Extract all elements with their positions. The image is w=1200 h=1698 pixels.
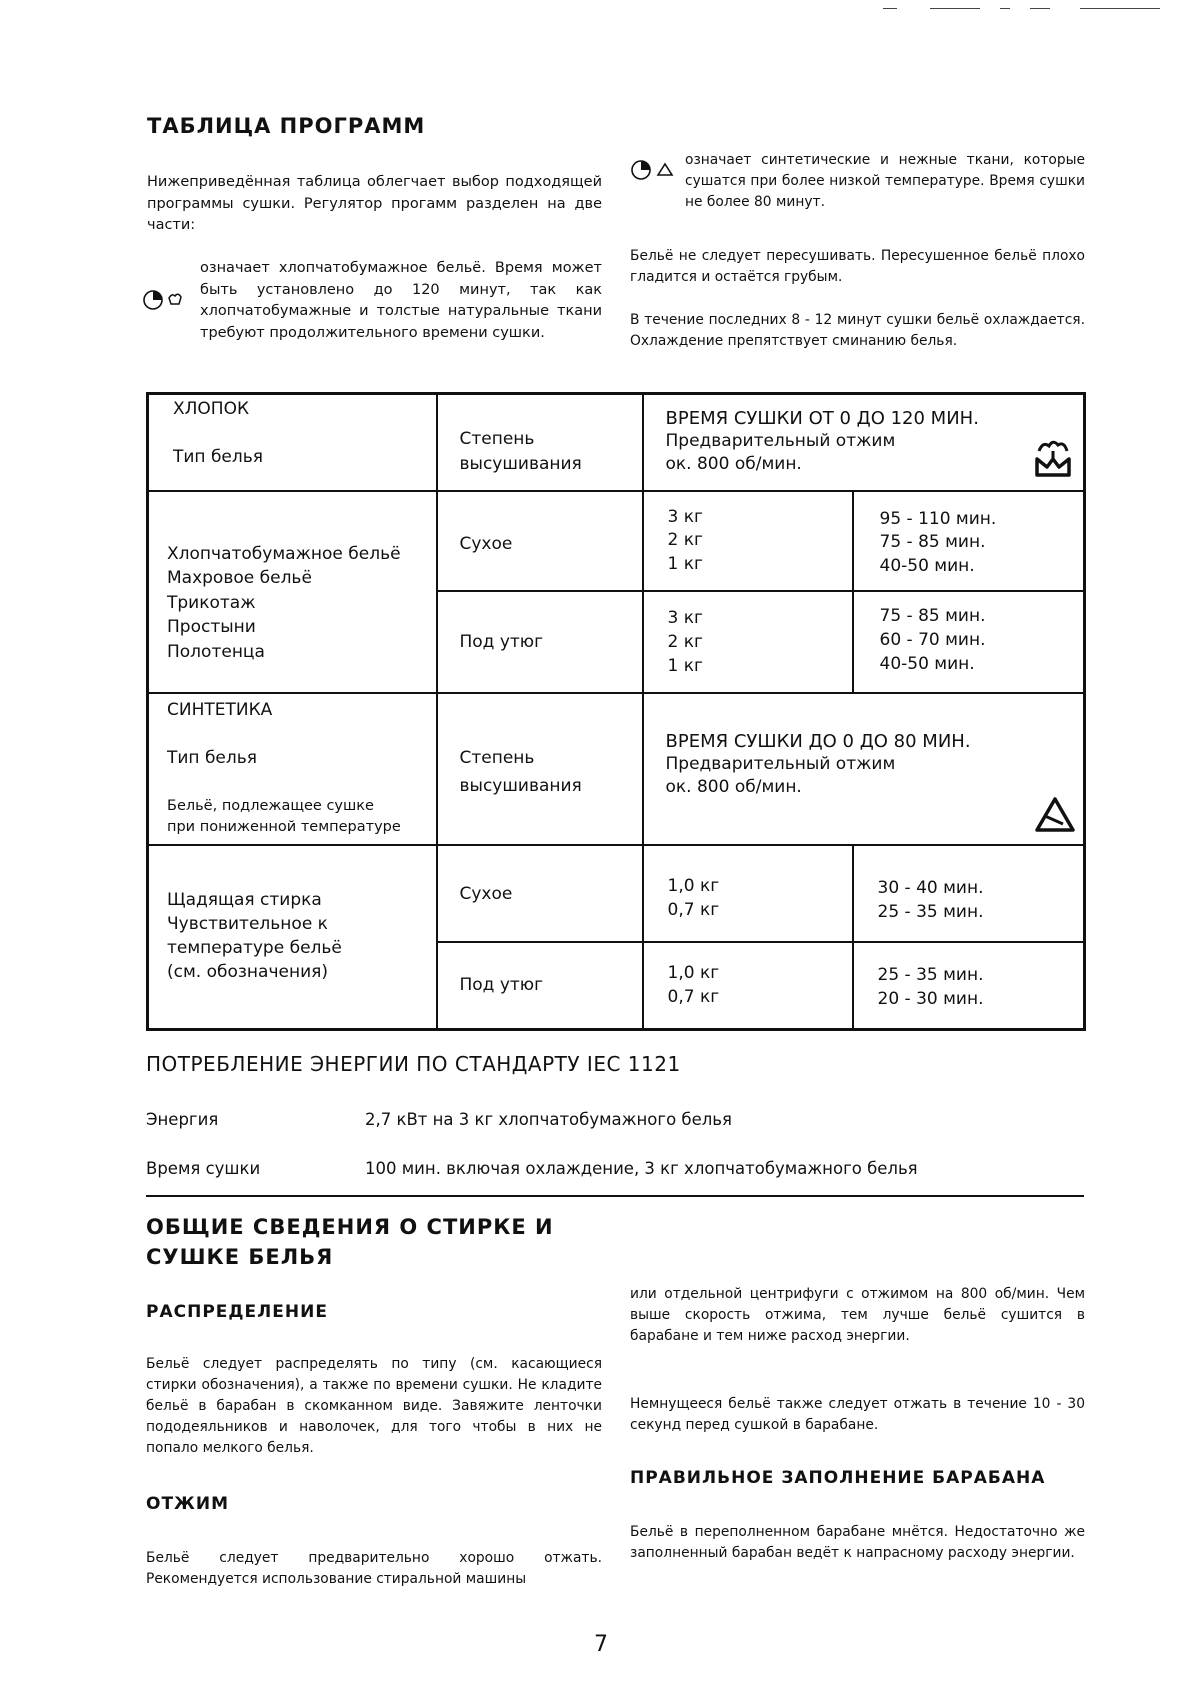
fabric-item: Трикотаж <box>167 592 256 613</box>
degree-value: Сухое <box>459 883 513 904</box>
synthetic-degree-header <box>437 693 643 845</box>
degree-label: высушивания <box>459 775 582 796</box>
distribution-title: РАСПРЕДЕЛЕНИЕ <box>146 1302 328 1322</box>
load-value: 1 кг <box>667 655 703 676</box>
synthetic-type-note: Бельё, подлежащее сушке <box>167 797 374 814</box>
load-value: 1 кг <box>667 553 703 574</box>
drying-time-value: 100 мин. включая охлаждение, 3 кг хлопчатобумажного белья <box>365 1159 918 1178</box>
cotton-title: ХЛОПОК <box>173 399 250 419</box>
energy-title: ПОТРЕБЛЕНИЕ ЭНЕРГИИ ПО СТАНДАРТУ IEC 1121 <box>146 1052 681 1076</box>
degree-label: Степень <box>459 747 535 768</box>
load-value: 0,7 кг <box>667 899 720 920</box>
section-divider <box>146 1195 1084 1197</box>
cotton-fabrics-cell <box>148 491 437 693</box>
energy-label: Энергия <box>146 1110 219 1129</box>
time-value: 75 - 85 мин. <box>879 605 986 626</box>
synthetic-symbol-description: означает синтетические и нежные ткани, которые сушатся при более низкой температуре. Время сушки не более 80 минут. <box>685 152 1085 210</box>
distribution-text: Бельё следует распределять по типу (см. касающиеся стирки обозначения), а также по времени сушки. Не кладите бельё в барабан в скомканном виде. Завяжите ленточки пододеяльников и наволочек, для того чтобы в них не попало мелкого белья. <box>146 1356 602 1456</box>
degree-value: Под утюг <box>459 631 544 652</box>
pre-spin-speed: ок. 800 об/мин. <box>665 454 802 474</box>
load-cell <box>643 845 853 942</box>
cotton-time-header <box>643 394 1085 491</box>
synthetic-type-header <box>148 693 437 845</box>
cotton-type-header <box>148 394 437 491</box>
synthetic-type-note: при пониженной температуре <box>167 818 401 835</box>
fabric-item: Хлопчатобумажное бельё <box>167 543 401 564</box>
time-cell <box>853 591 1085 693</box>
time-cell <box>853 845 1085 942</box>
time-value: 60 - 70 мин. <box>879 629 986 650</box>
fabric-item: Махровое бельё <box>167 568 312 588</box>
synthetic-icon <box>1033 794 1077 838</box>
fabric-item: температуре бельё <box>167 937 342 958</box>
load-value: 3 кг <box>667 506 703 527</box>
section-title-programs: ТАБЛИЦА ПРОГРАММ <box>147 114 426 138</box>
scan-artifact <box>1030 8 1050 9</box>
time-value: 30 - 40 мин. <box>877 877 984 898</box>
time-value: 40-50 мин. <box>879 555 975 576</box>
synthetic-fabrics-cell <box>148 845 437 1030</box>
time-value: 25 - 35 мин. <box>877 964 984 985</box>
time-value: 75 - 85 мин. <box>879 532 986 552</box>
load-value: 2 кг <box>667 631 703 652</box>
overdry-note: Бельё не следует пересушивать. Пересушенное бельё плохо гладится и остаётся грубым. <box>630 248 1085 285</box>
synthetic-dial-icon <box>630 158 676 186</box>
degree-label: высушивания <box>459 454 582 474</box>
pre-spin-label: Предварительный отжим <box>665 753 896 774</box>
programs-intro: Нижеприведённая таблица облегчает выбор подходящей программы сушки. Регулятор прогамм разделен на две части: <box>147 174 602 233</box>
scan-artifact <box>1080 8 1160 9</box>
pre-spin-speed: ок. 800 об/мин. <box>665 776 802 797</box>
cotton-header-row <box>148 394 1085 491</box>
general-title-line: СУШКЕ БЕЛЬЯ <box>146 1245 334 1269</box>
cotton-degree-header <box>437 394 643 491</box>
fabric-item: Щадящая стирка <box>167 889 322 910</box>
spin-continued-text: или отдельной центрифуги с отжимом на 800 об/мин. Чем выше скорость отжима, тем лучше бельё сушится в барабане и тем ниже расход энергии. <box>630 1286 1085 1344</box>
cotton-time-range: ВРЕМЯ СУШКИ ОТ 0 ДО 120 МИН. <box>665 408 979 429</box>
time-cell <box>853 491 1085 591</box>
energy-value: 2,7 кВт на 3 кг хлопчатобумажного белья <box>365 1110 732 1129</box>
load-value: 0,7 кг <box>667 986 720 1007</box>
filling-title: ПРАВИЛЬНОЕ ЗАПОЛНЕНИЕ БАРАБАНА <box>630 1468 1046 1488</box>
time-value: 40-50 мин. <box>879 653 975 674</box>
page-number: 7 <box>594 1632 608 1657</box>
scan-artifact <box>1000 8 1010 9</box>
non-crease-text: Немнущееся бельё также следует отжать в течение 10 - 30 секунд перед сушкой в барабане. <box>630 1396 1085 1433</box>
load-cell <box>643 942 853 1030</box>
load-value: 2 кг <box>667 530 703 550</box>
degree-value: Под утюг <box>459 974 544 995</box>
fabric-item: Чувствительное к <box>167 913 328 934</box>
scan-artifact <box>883 8 897 9</box>
time-value: 95 - 110 мин. <box>879 508 997 529</box>
degree-label: Степень <box>459 429 535 449</box>
cotton-type-label: Тип белья <box>173 447 264 467</box>
degree-cell <box>437 491 643 591</box>
load-cell <box>643 491 853 591</box>
load-value: 1,0 кг <box>667 962 720 983</box>
pre-spin-label: Предварительный отжим <box>665 431 896 451</box>
cotton-dial-icon <box>142 288 188 316</box>
fabric-item: Полотенца <box>167 641 265 662</box>
time-value: 25 - 35 мин. <box>877 901 984 922</box>
synthetic-time-range: ВРЕМЯ СУШКИ ДО 0 ДО 80 МИН. <box>665 730 971 752</box>
load-value: 1,0 кг <box>667 875 720 896</box>
cooling-note: В течение последних 8 - 12 минут сушки бельё охлаждается. Охлаждение препятствует сминанию белья. <box>630 312 1085 349</box>
synthetic-title: СИНТЕТИКА <box>167 699 273 720</box>
degree-cell <box>437 845 643 942</box>
synthetic-type-label: Тип белья <box>167 747 258 768</box>
programs-table <box>146 392 1086 1031</box>
synthetic-header-row <box>148 693 1085 845</box>
scan-artifact <box>930 8 980 9</box>
general-title <box>146 1212 554 1272</box>
drying-time-label: Время сушки <box>146 1159 261 1178</box>
spin-text: Бельё следует предварительно хорошо отжать. Рекомендуется использование стиральной машины <box>146 1550 602 1587</box>
cotton-row-dry <box>148 491 1085 591</box>
load-value: 3 кг <box>667 607 703 628</box>
time-cell <box>853 942 1085 1030</box>
load-cell <box>643 591 853 693</box>
fabric-item: Простыни <box>167 617 256 637</box>
fabric-item: (см. обозначения) <box>167 961 328 982</box>
cotton-symbol-description: означает хлопчатобумажное бельё. Время может быть установлено до 120 минут, так как хлопчатобумажные и толстые натуральные ткани требуют продолжительного времени сушки. <box>200 260 602 341</box>
degree-cell <box>437 591 643 693</box>
spin-title: ОТЖИМ <box>146 1494 230 1514</box>
cotton-icon <box>1031 437 1075 485</box>
time-value: 20 - 30 мин. <box>877 988 984 1009</box>
synthetic-row-dry <box>148 845 1085 942</box>
degree-cell <box>437 942 643 1030</box>
general-title-line: ОБЩИЕ СВЕДЕНИЯ О СТИРКЕ И <box>146 1215 554 1239</box>
filling-text: Бельё в переполненном барабане мнётся. Недостаточно же заполненный барабан ведёт к напрасному расходу энергии. <box>630 1524 1085 1561</box>
degree-value: Сухое <box>459 533 513 554</box>
synthetic-time-header <box>643 693 1085 845</box>
